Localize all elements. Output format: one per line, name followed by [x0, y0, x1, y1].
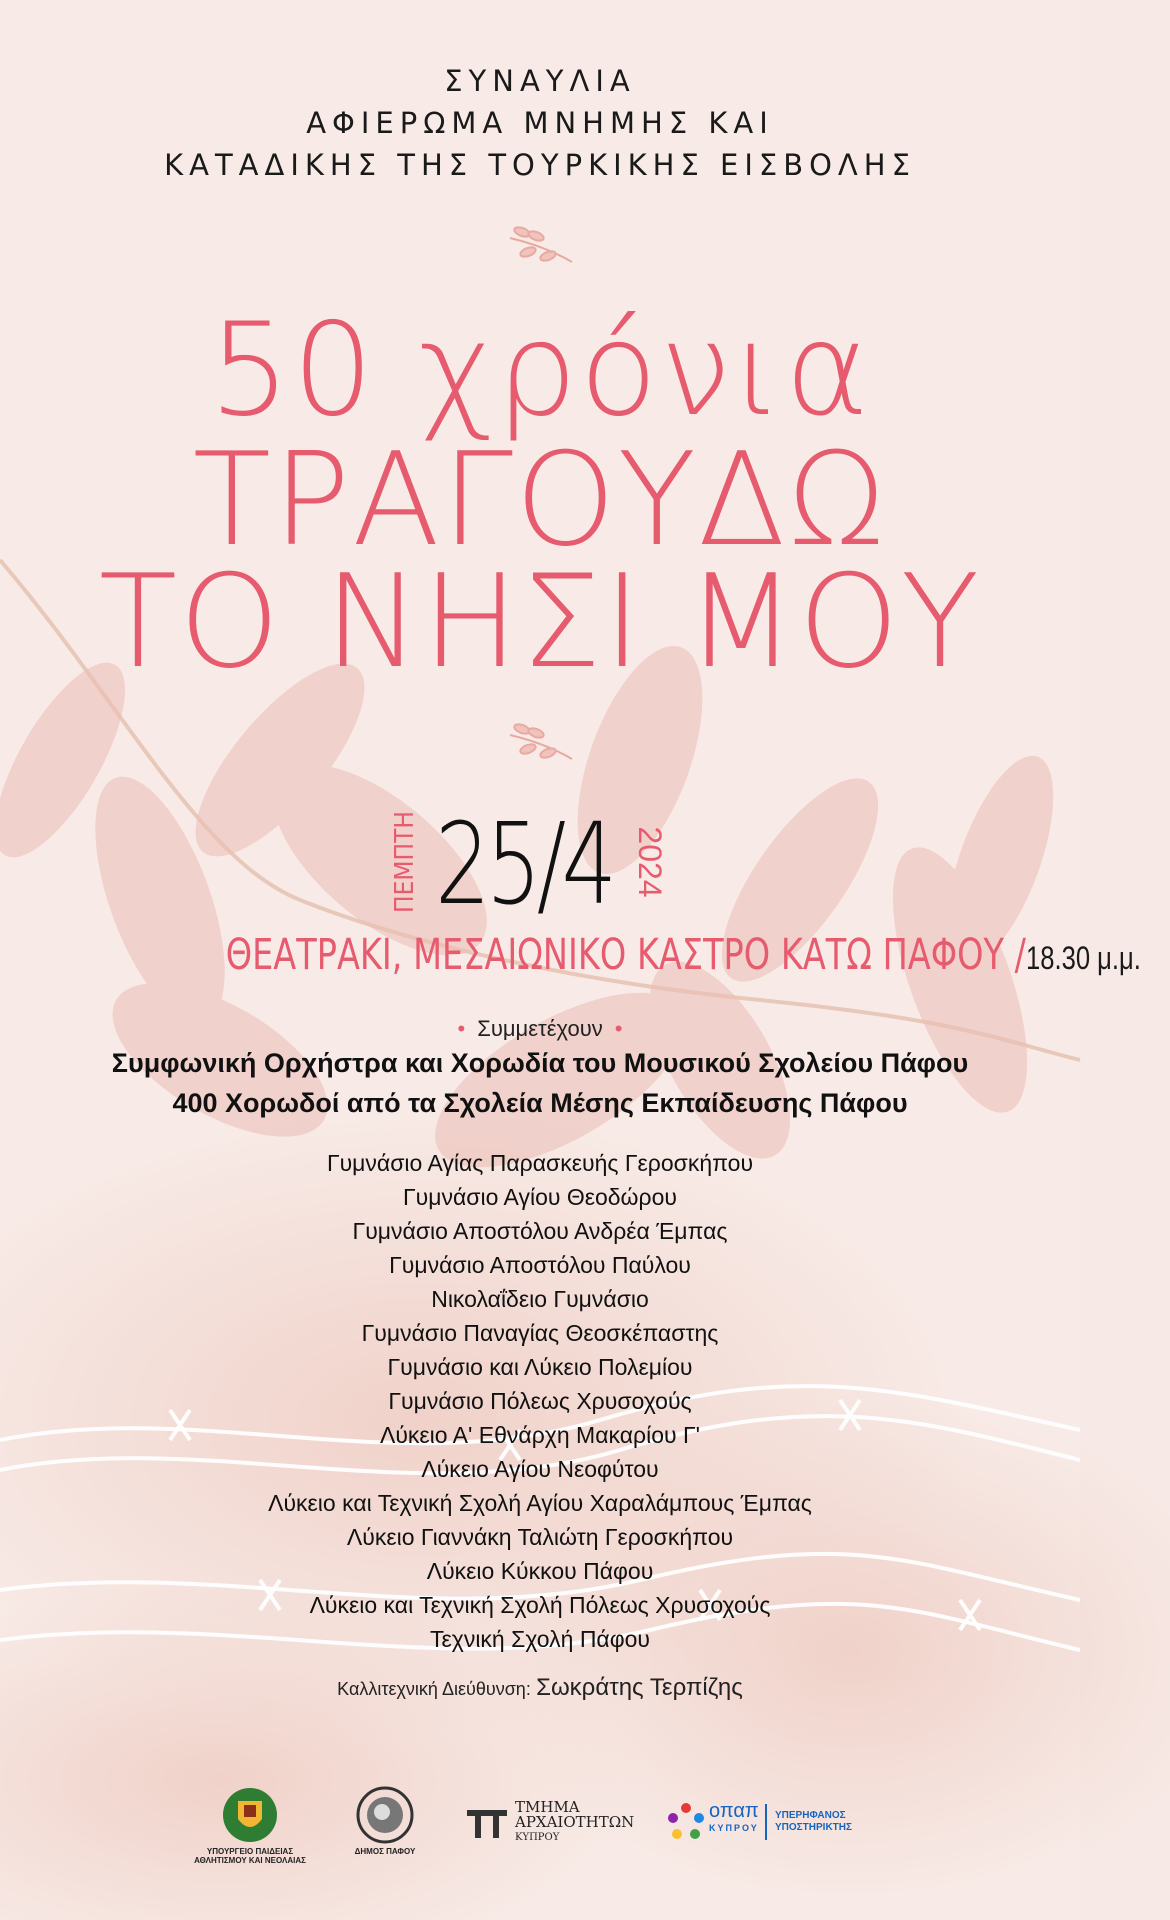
- title-island: ΤΟ ΝΗΣΙ ΜΟΥ: [98, 548, 982, 697]
- opap-stars-icon: [665, 1800, 707, 1842]
- event-date: 25/4: [435, 800, 613, 930]
- event-weekday: ΠΕΜΠΤΗ: [390, 810, 420, 913]
- municipality-seal-icon: [355, 1785, 415, 1845]
- opap-name: οπαπ: [709, 1800, 759, 1822]
- title-years: 50 χρόνια: [208, 296, 872, 445]
- antiquities-column-icon: [465, 1804, 509, 1844]
- municipality-logo: [340, 1785, 430, 1856]
- ministry-logo: [190, 1785, 310, 1865]
- header-condemnation: ΚΑΤΑΔΙΚΗΣ ΤΗΣ ΤΟΥΡΚΙΚΗΣ ΕΙΣΒΟΛΗΣ: [164, 148, 916, 182]
- antiquities-logo: [465, 1800, 645, 1850]
- antiquities-line1: ΤΜΗΜΑ: [515, 1798, 580, 1816]
- list-item: Γυμνάσιο Αποστόλου Παύλου: [389, 1252, 691, 1278]
- participants-orchestra: Συμφωνική Ορχήστρα και Χορωδία του Μουσικού Σχολείου Πάφου: [111, 1048, 969, 1078]
- header-dedication: ΑΦΙΕΡΩΜΑ ΜΝΗΜΗΣ ΚΑΙ: [306, 106, 774, 140]
- list-item: Γυμνάσιο Αγίου Θεοδώρου: [403, 1184, 677, 1210]
- list-item: Νικολαΐδειο Γυμνάσιο: [431, 1286, 649, 1312]
- list-item: Λύκειο Γιαννάκη Ταλιώτη Γεροσκήπου: [346, 1524, 734, 1550]
- opap-logo: [665, 1800, 895, 1850]
- title-singing: ΤΡΑΓΟΥΔΩ: [192, 426, 888, 575]
- event-venue: ΘΕΑΤΡΑΚΙ, ΜΕΣΑΙΩΝΙΚΟ ΚΑΣΤΡΟ ΚΑΤΩ ΠΑΦΟΥ /: [225, 930, 1026, 980]
- header-concert: ΣΥΝΑΥΛΙΑ: [444, 64, 636, 98]
- list-item: Γυμνάσιο Παναγίας Θεοσκέπαστης: [361, 1320, 719, 1346]
- participants-heading: • Συμμετέχουν •: [457, 1016, 623, 1041]
- sponsor-line2: ΥΠΟΣΤΗΡΙΚΤΗΣ: [775, 1822, 853, 1833]
- municipality-name: ΔΗΜΟΣ ΠΑΦΟΥ: [354, 1847, 416, 1856]
- list-item: Γυμνάσιο και Λύκειο Πολεμίου: [387, 1354, 693, 1380]
- artistic-direction-label: Καλλιτεχνική Διεύθυνση:: [337, 1679, 531, 1699]
- antiquities-line3: ΚΥΠΡΟΥ: [515, 1832, 560, 1843]
- list-item: Λύκειο Α' Εθνάρχη Μακαρίου Γ': [379, 1422, 701, 1448]
- list-item: Γυμνάσιο Αγίας Παρασκευής Γεροσκήπου: [326, 1150, 754, 1176]
- event-year: 2024: [632, 826, 668, 898]
- list-item: Λύκειο και Τεχνική Σχολή Πόλεως Χρυσοχούς: [309, 1592, 771, 1618]
- list-item: Τεχνική Σχολή Πάφου: [429, 1626, 651, 1652]
- divider: [765, 1804, 767, 1840]
- event-time: 18.30 μ.μ.: [1025, 940, 1141, 976]
- event-venue-line: [0, 930, 1141, 980]
- artistic-director-name: Σωκράτης Τερπίζης: [536, 1674, 743, 1701]
- antiquities-line2: ΑΡΧΑΙΟΤΗΤΩΝ: [515, 1813, 635, 1831]
- participants-choir: 400 Χορωδοί από τα Σχολεία Μέσης Εκπαίδευσης Πάφου: [172, 1088, 908, 1118]
- list-item: Γυμνάσιο Αποστόλου Ανδρέα Έμπας: [352, 1218, 728, 1244]
- ministry-emblem-icon: [220, 1785, 280, 1845]
- list-item: Γυμνάσιο Πόλεως Χρυσοχούς: [388, 1388, 692, 1414]
- artistic-direction: [0, 1674, 1080, 1702]
- school-list: [0, 1146, 1080, 1656]
- sponsor-line1: ΥΠΕΡΗΦΑΝΟΣ: [775, 1810, 846, 1821]
- ministry-name: ΥΠΟΥΡΓΕΙΟ ΠΑΙΔΕΙΑΣ ΑΘΛΗΤΙΣΜΟΥ ΚΑΙ ΝΕΟΛΑΙΑΣ: [194, 1847, 306, 1865]
- list-item: Λύκειο Κύκκου Πάφου: [426, 1558, 654, 1584]
- opap-country: ΚΥΠΡΟΥ: [709, 1823, 759, 1833]
- list-item: Λύκειο Αγίου Νεοφύτου: [421, 1456, 659, 1482]
- list-item: Λύκειο και Τεχνική Σχολή Αγίου Χαραλάμπους Έμπας: [268, 1490, 812, 1516]
